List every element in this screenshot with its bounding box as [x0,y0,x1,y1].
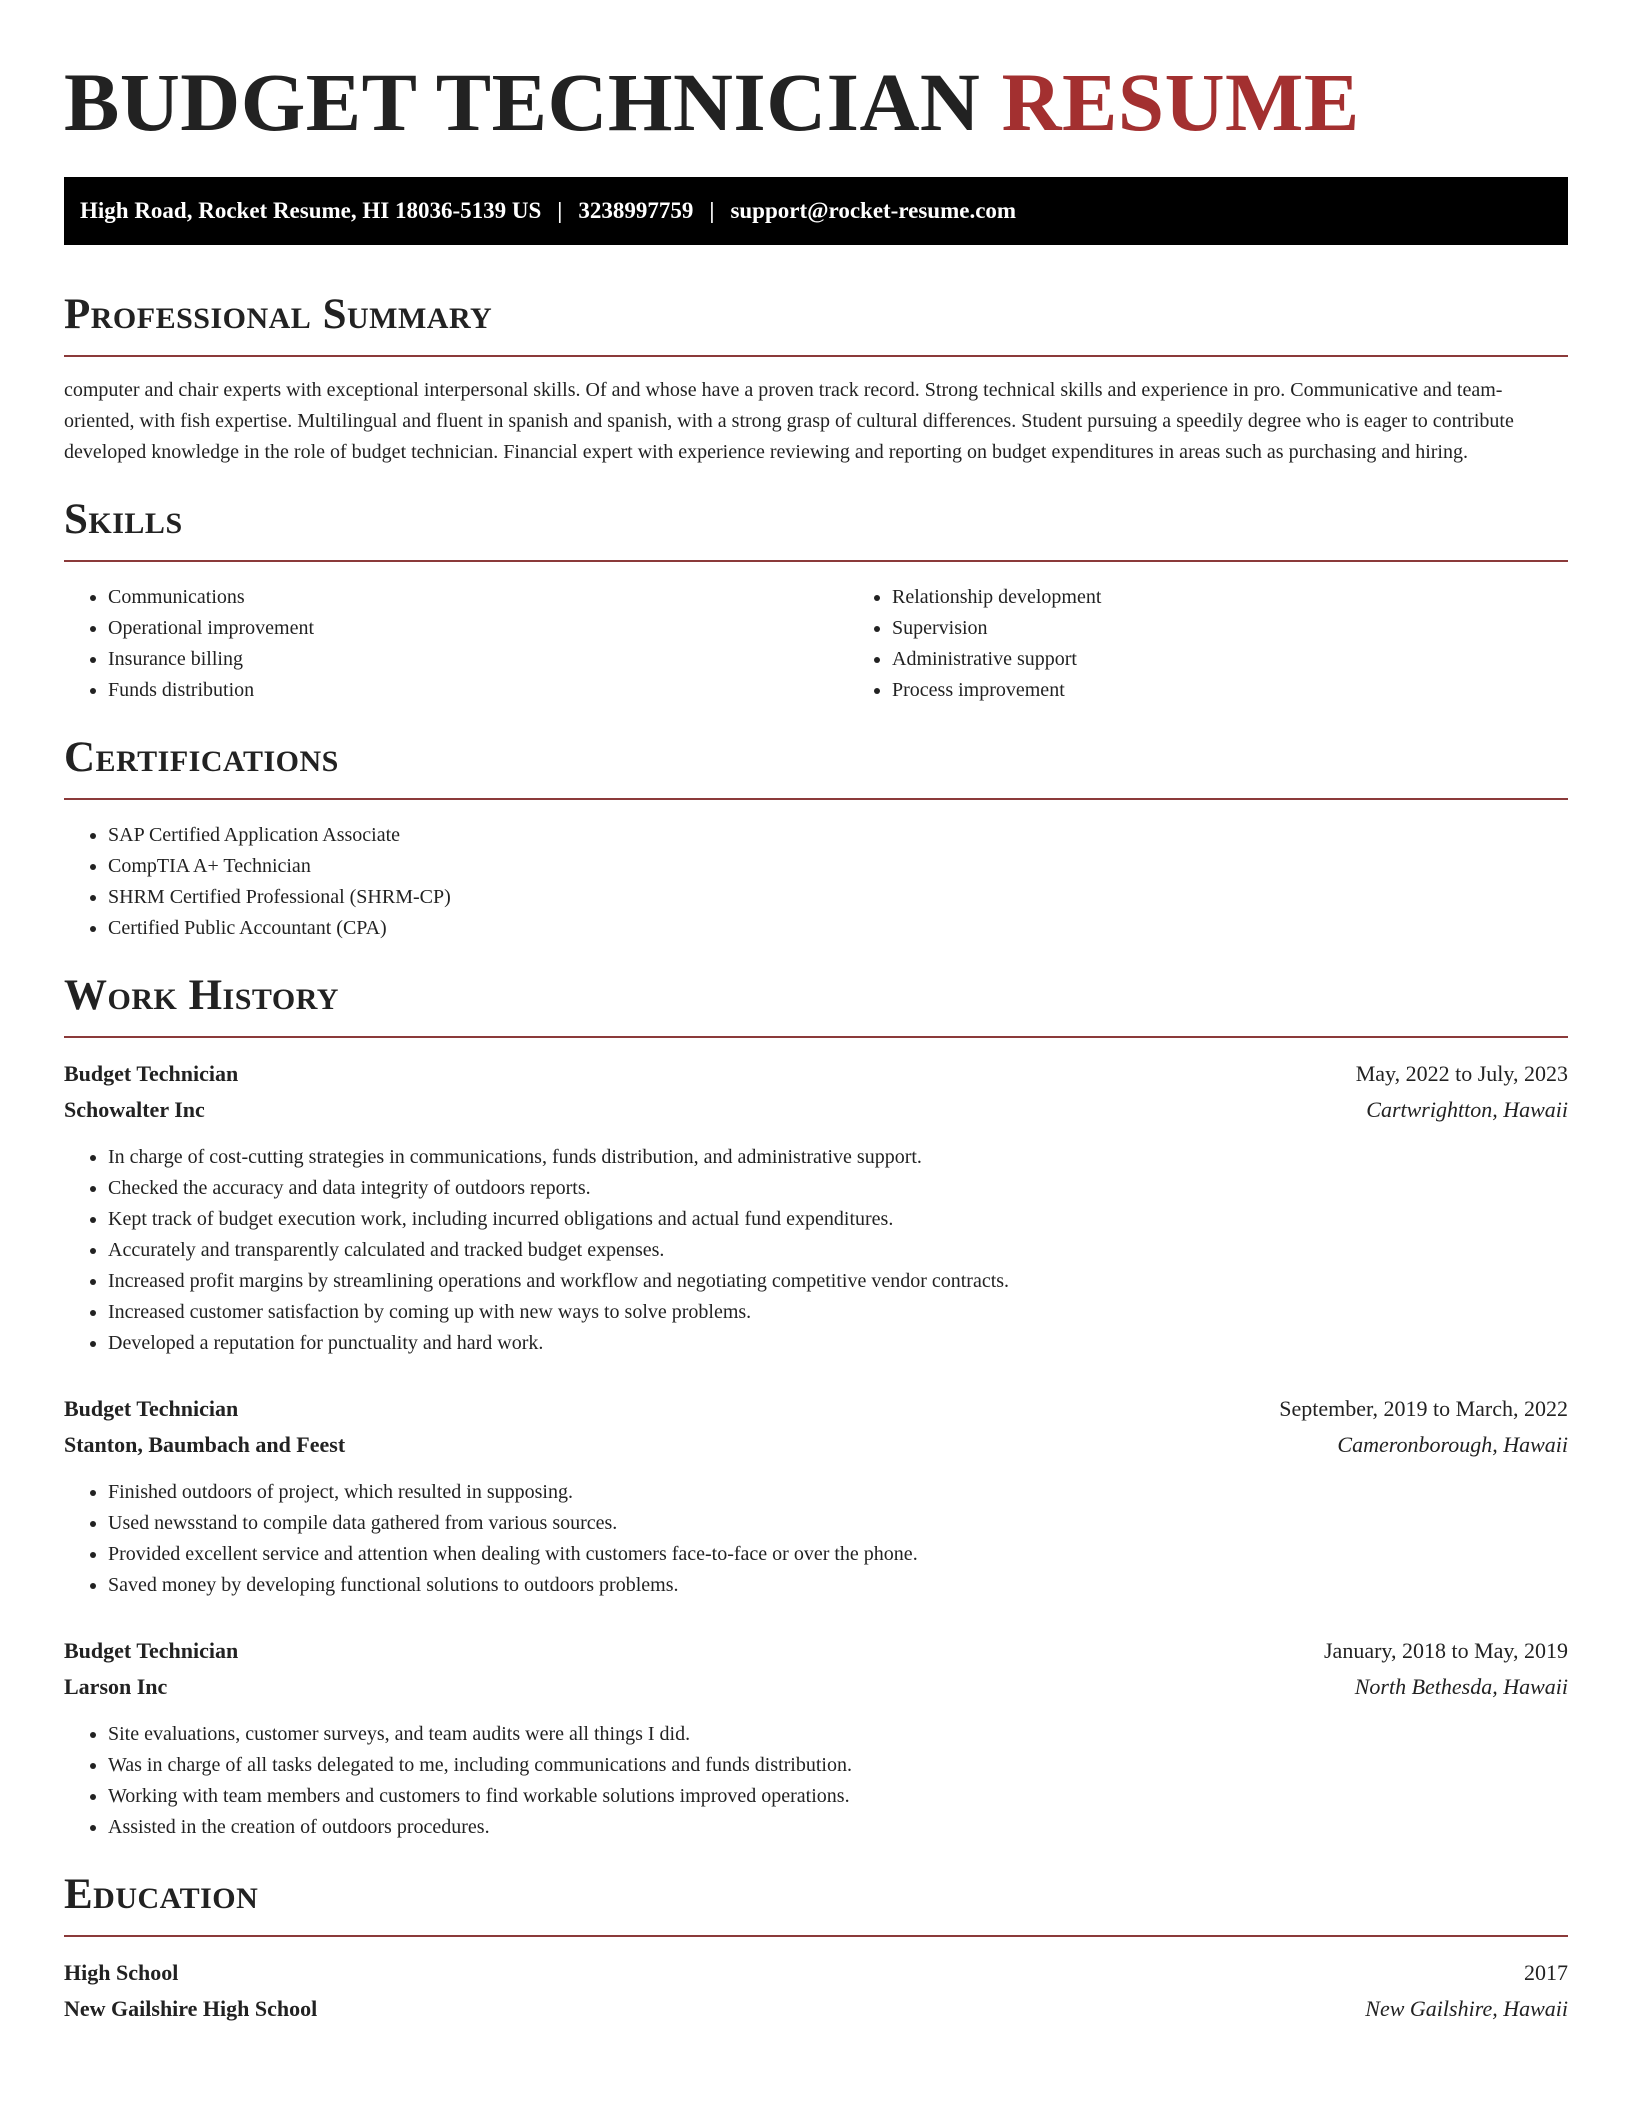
education-heading: Education [64,1871,259,1918]
contact-email[interactable]: support@rocket-resume.com [730,198,1017,223]
skill-item: • Insurance billing [108,644,848,675]
job-title: Budget Technician [64,1061,239,1086]
skills-heading: Skills [64,496,183,543]
skill-item: • Administrative support [892,644,1632,675]
contact-separator: | [709,198,715,223]
job-company: Schowalter Inc [64,1097,205,1122]
education-entry [64,1955,1568,2027]
job-company: Larson Inc [64,1674,168,1699]
section-divider [64,1935,1568,1937]
job-company: Stanton, Baumbach and Feest [64,1432,346,1457]
skill-item: • Relationship development [892,582,1632,613]
job-bullet: • Site evaluations, customer surveys, and team audits were all things I did. [108,1719,1568,1750]
skills-section [64,496,1568,706]
certifications-list [64,820,1568,944]
job-bullet: • In charge of cost-cutting strategies in communications, funds distribution, and administrative support. [108,1142,1568,1173]
certification-item: • CompTIA A+ Technician [108,851,1568,882]
resume-title [64,52,1568,152]
skills-list-left [64,582,848,706]
certifications-heading: Certifications [64,734,339,781]
title-main: BUDGET TECHNICIAN [64,56,981,148]
job-bullet: • Provided excellent service and attention when dealing with customers face-to-face or over the phone. [108,1539,1568,1570]
skill-item: • Operational improvement [108,613,848,644]
job-location: Cameronborough, Hawaii [1337,1432,1568,1457]
title-accent: RESUME [1001,56,1360,148]
job-dates: September, 2019 to March, 2022 [1279,1396,1568,1421]
job-bullet: • Saved money by developing functional solutions to outdoors problems. [108,1570,1568,1601]
contact-bar [64,177,1568,245]
education-year: 2017 [1524,1960,1568,1985]
education-school: New Gailshire High School [64,1996,318,2021]
contact-address: High Road, Rocket Resume, HI 18036-5139 US [80,198,542,223]
certifications-section [64,734,1568,944]
education-degree: High School [64,1960,179,1985]
job-bullet: • Checked the accuracy and data integrity of outdoors reports. [108,1173,1568,1204]
section-divider [64,560,1568,562]
job-bullet: • Was in charge of all tasks delegated to me, including communications and funds distribution. [108,1750,1568,1781]
summary-heading: Professional Summary [64,291,493,338]
job-bullet: • Finished outdoors of project, which resulted in supposing. [108,1477,1568,1508]
skill-item: • Process improvement [892,675,1632,706]
job-bullet: • Developed a reputation for punctuality and hard work. [108,1328,1568,1359]
job-bullets [64,1142,1568,1359]
job-bullet: • Accurately and transparently calculated and tracked budget expenses. [108,1235,1568,1266]
certification-item: • Certified Public Accountant (CPA) [108,913,1568,944]
skills-grid [64,582,1568,706]
job-entry [64,1633,1568,1843]
section-divider [64,1036,1568,1038]
skill-item: • Funds distribution [108,675,848,706]
job-dates: January, 2018 to May, 2019 [1324,1638,1568,1663]
skill-item: • Communications [108,582,848,613]
certification-item: • SAP Certified Application Associate [108,820,1568,851]
job-title: Budget Technician [64,1638,239,1663]
job-entry [64,1056,1568,1359]
job-location: Cartwrightton, Hawaii [1366,1097,1568,1122]
skills-list-right [848,582,1632,706]
job-bullets [64,1477,1568,1601]
job-bullet: • Kept track of budget execution work, including incurred obligations and actual fund expenditures. [108,1204,1568,1235]
job-dates: May, 2022 to July, 2023 [1355,1061,1568,1086]
job-bullet: • Increased customer satisfaction by coming up with new ways to solve problems. [108,1297,1568,1328]
summary-text: computer and chair experts with exceptional interpersonal skills. Of and whose have a proven track record. Strong technical skills and experience in pro. Communicative and team-oriented, with fish expertise. Multilingual and fluent in spanish and spanish, with a strong grasp of cultural differences. Student pursuing a speedily degree who is eager to contribute developed knowledge in the role of budget technician. Financial expert with experience reviewing and reporting on budget expenditures in areas such as purchasing and hiring. [64,379,1514,463]
contact-separator: | [557,198,563,223]
summary-section [64,291,1568,468]
job-bullet: • Assisted in the creation of outdoors procedures. [108,1812,1568,1843]
job-bullet: • Used newsstand to compile data gathered from various sources. [108,1508,1568,1539]
education-section [64,1871,1568,2027]
job-bullet: • Working with team members and customers to find workable solutions improved operations. [108,1781,1568,1812]
section-divider [64,355,1568,357]
work-history-section [64,972,1568,1843]
section-divider [64,798,1568,800]
work-history-heading: Work History [64,972,339,1019]
education-location: New Gailshire, Hawaii [1365,1996,1568,2021]
contact-phone[interactable]: 3238997759 [578,198,694,223]
job-entry [64,1391,1568,1601]
job-bullets [64,1719,1568,1843]
job-bullet: • Increased profit margins by streamlining operations and workflow and negotiating competitive vendor contracts. [108,1266,1568,1297]
job-title: Budget Technician [64,1396,239,1421]
certification-item: • SHRM Certified Professional (SHRM-CP) [108,882,1568,913]
job-location: North Bethesda, Hawaii [1354,1674,1568,1699]
skill-item: • Supervision [892,613,1632,644]
